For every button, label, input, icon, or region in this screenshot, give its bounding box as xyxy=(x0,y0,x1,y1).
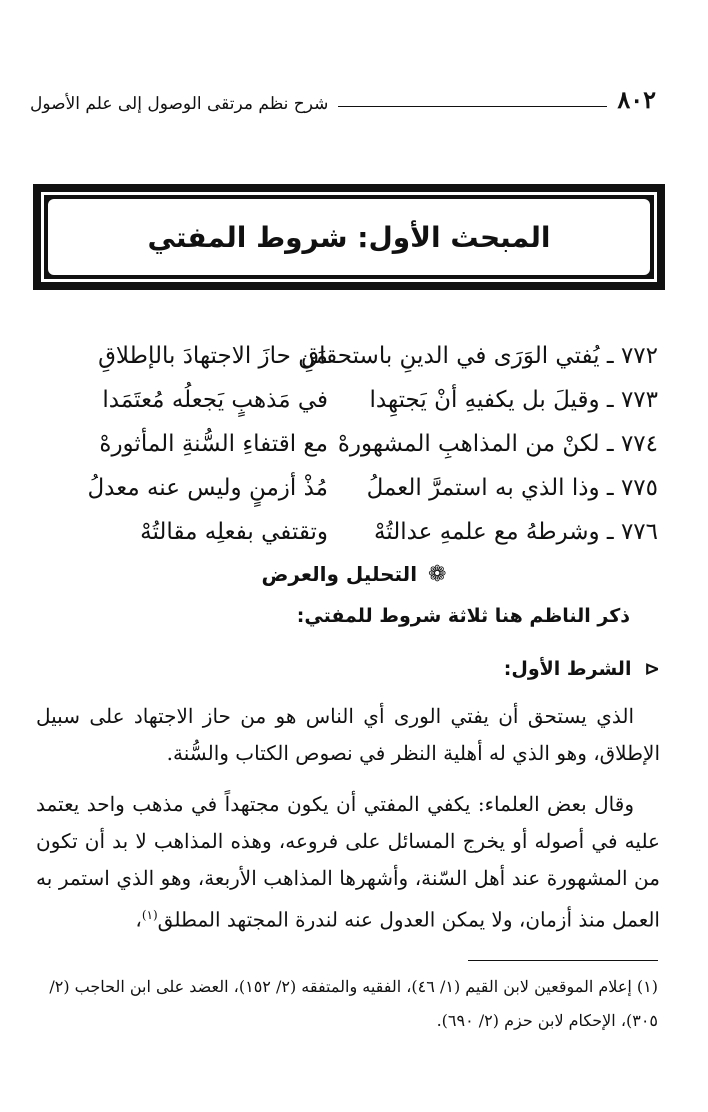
arrow-icon: ⊲ xyxy=(644,658,660,680)
condition-heading-text: الشرط الأول: xyxy=(503,658,632,680)
section-frame-body xyxy=(48,199,650,275)
verse-line xyxy=(28,466,658,510)
verse-second-hemistich: مع اقتفاءِ السُّنةِ المأثورهْ xyxy=(99,431,328,457)
paragraph-text: وقال بعض العلماء: يكفي المفتي أن يكون مجتهداً في مذهب واحد يعتمد عليه في أصوله أو يخرج المسائل على فروعه، وهذه المذاهب لا بد أن تكون من المشهورة عند أهل السّنة، وأشهرها المذاهب الأربعة، وهو الذي استمر به العمل منذ أزمان، ولا يمكن العدول عنه لندرة المجتهد المطلق xyxy=(36,792,660,932)
verse-line xyxy=(28,378,658,422)
verse-first-hemistich: ٧٧٣ ـ وقيلَ بل يكفيهِ أنْ يَجتهِدا xyxy=(369,387,658,413)
footnote: (١) إعلام الموقعين لابن القيم (١/ ٤٦)، الفقيه والمتفقه (٢/ ١٥٢)، العضد على ابن الحاجب (٢/ ٣٠٥)، الإحكام لابن حزم (٢/ ٦٩٠). xyxy=(49,977,658,1030)
header-rule xyxy=(338,106,607,107)
analysis-heading-text: التحليل والعرض xyxy=(261,562,418,586)
running-title: شرح نظم مرتقى الوصول إلى علم الأصول xyxy=(30,94,329,114)
verse-line xyxy=(28,510,658,554)
paragraph xyxy=(36,786,660,939)
verse-first-hemistich: ٧٧٢ ـ يُفتي الوَرَى في الدينِ باستحقاقِ xyxy=(301,343,658,369)
analysis-heading xyxy=(0,562,708,587)
condition-heading xyxy=(504,658,660,680)
intro-line: ذكر الناظم هنا ثلاثة شروط للمفتي: xyxy=(296,605,630,627)
page-number: ٨٠٢ xyxy=(617,85,656,114)
verse-second-hemistich: مَن حازَ الاجتهادَ بالإطلاقِ xyxy=(98,343,328,369)
paragraph-end: ، xyxy=(135,907,142,932)
page-header xyxy=(30,84,656,114)
verse-list xyxy=(28,334,658,554)
footnote-rule xyxy=(468,960,658,961)
verse-line xyxy=(28,334,658,378)
paragraph xyxy=(36,698,660,772)
section-frame-border xyxy=(41,192,657,282)
verse-first-hemistich: ٧٧٤ ـ لكنْ من المذاهبِ المشهورهْ xyxy=(337,431,658,457)
flower-icon: ❁ xyxy=(428,562,447,587)
verse-first-hemistich: ٧٧٥ ـ وذا الذي به استمرَّ العملُ xyxy=(366,475,658,501)
verse-second-hemistich: وتقتفي بفعلِه مقالتُهْ xyxy=(140,519,328,545)
footnote-reference[interactable]: (١) xyxy=(141,908,158,922)
verse-line xyxy=(28,422,658,466)
paragraph-text: الذي يستحق أن يفتي الورى أي الناس هو من حاز الاجتهاد على سبيل الإطلاق، وهو الذي له أهلية النظر في نصوص الكتاب والسُّنة. xyxy=(36,704,660,765)
section-title: المبحث الأول: شروط المفتي xyxy=(147,220,551,254)
verse-second-hemistich: مُذْ أزمنٍ وليس عنه معدلُ xyxy=(87,475,328,501)
section-title-frame xyxy=(33,184,665,290)
verse-first-hemistich: ٧٧٦ ـ وشرطهُ مع علمهِ عدالتُهْ xyxy=(373,519,658,545)
verse-second-hemistich: في مَذهبٍ يَجعلُه مُعتَمَدا xyxy=(102,387,328,413)
